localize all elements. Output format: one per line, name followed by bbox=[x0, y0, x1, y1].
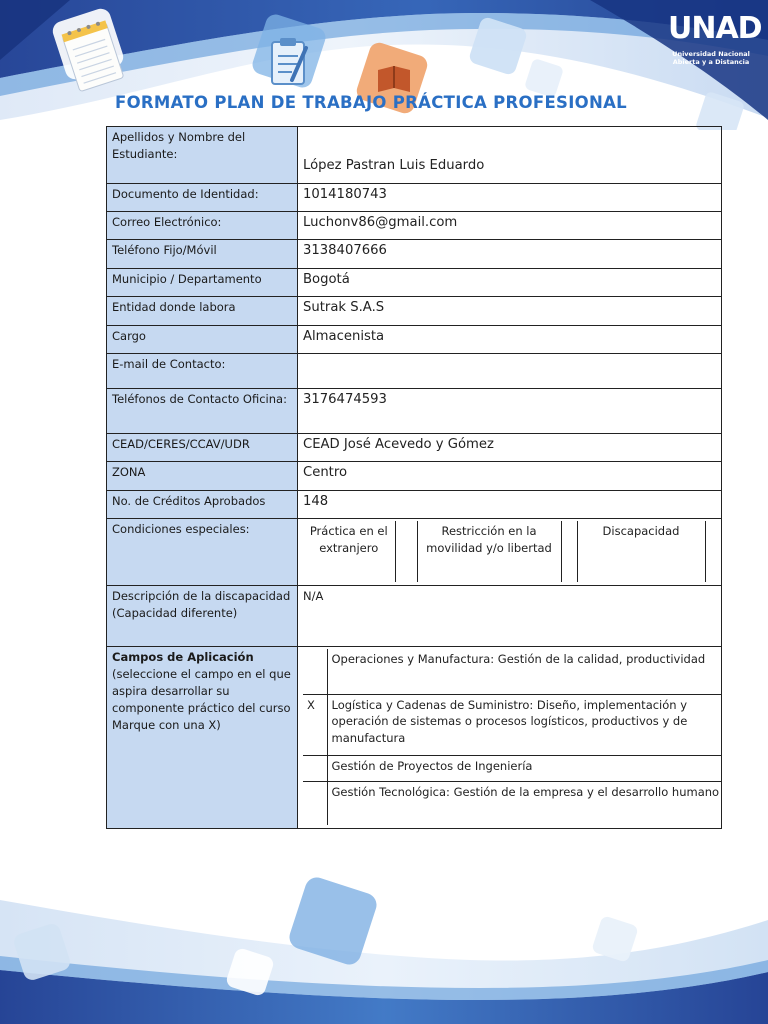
field-value-nombre: López Pastran Luis Eduardo bbox=[298, 127, 722, 184]
campo-operaciones-box[interactable] bbox=[303, 649, 327, 694]
condiciones-options bbox=[298, 519, 722, 586]
unad-logo bbox=[668, 8, 762, 78]
field-value-cargo: Almacenista bbox=[298, 326, 722, 354]
field-value-telefono: 3138407666 bbox=[298, 240, 722, 269]
campo-operaciones-label: Operaciones y Manufactura: Gestión de la calidad, productividad bbox=[327, 649, 722, 694]
field-label: Apellidos y Nombre del Estudiante: bbox=[107, 127, 298, 184]
notepad-icon bbox=[58, 18, 128, 96]
field-label: Teléfono Fijo/Móvil bbox=[107, 240, 298, 269]
form-row-telefono bbox=[107, 240, 722, 269]
form-row-documento bbox=[107, 184, 722, 212]
campos-label bbox=[107, 647, 298, 829]
field-value-municipio: Bogotá bbox=[298, 269, 722, 297]
page-title: FORMATO PLAN DE TRABAJO PRÁCTICA PROFESIONAL bbox=[115, 93, 627, 112]
campo-tecnologica-label: Gestión Tecnológica: Gestión de la empresa y el desarrollo humano bbox=[327, 781, 722, 825]
field-value-descripcion: N/A bbox=[298, 586, 722, 647]
field-value-zona: Centro bbox=[298, 462, 722, 491]
form-row-correo bbox=[107, 212, 722, 240]
footer-banner bbox=[0, 860, 768, 1024]
option-discapacidad-box[interactable] bbox=[705, 521, 722, 582]
field-value-email-contacto bbox=[298, 354, 722, 389]
form-row-campos bbox=[107, 647, 722, 829]
campo-logistica-label: Logística y Cadenas de Suministro: Diseño, implementación y operación de sistemas o procesos logísticos, productivos y de manufactura bbox=[327, 694, 722, 755]
campos-label-instructions: (seleccione el campo en el que aspira desarrollar su componente práctico del curso Marque con una X) bbox=[112, 667, 291, 732]
form-row-municipio bbox=[107, 269, 722, 297]
field-value-telefono-oficina: 3176474593 bbox=[298, 389, 722, 434]
field-label: Entidad donde labora bbox=[107, 297, 298, 326]
campos-label-title: Campos de Aplicación bbox=[112, 650, 254, 664]
field-label: ZONA bbox=[107, 462, 298, 491]
campos-options bbox=[298, 647, 722, 829]
clipboard-icon bbox=[262, 34, 318, 92]
field-value-cead: CEAD José Acevedo y Gómez bbox=[298, 434, 722, 462]
field-label: Correo Electrónico: bbox=[107, 212, 298, 240]
form-row-descripcion bbox=[107, 586, 722, 647]
form-row-creditos bbox=[107, 491, 722, 519]
campo-proyectos-label: Gestión de Proyectos de Ingeniería bbox=[327, 755, 722, 781]
option-discapacidad-label: Discapacidad bbox=[577, 521, 705, 582]
field-label: Cargo bbox=[107, 326, 298, 354]
form-row-cead bbox=[107, 434, 722, 462]
form-row-entidad bbox=[107, 297, 722, 326]
logo-mark: UNAD bbox=[668, 11, 762, 46]
work-plan-form bbox=[106, 126, 722, 829]
field-label: Documento de Identidad: bbox=[107, 184, 298, 212]
field-label: Teléfonos de Contacto Oficina: bbox=[107, 389, 298, 434]
field-value-correo: Luchonv86@gmail.com bbox=[298, 212, 722, 240]
logo-subtitle-line2: Abierta y a Distancia bbox=[672, 58, 750, 66]
form-row-nombre bbox=[107, 127, 722, 184]
form-row-email-contacto bbox=[107, 354, 722, 389]
logo-subtitle-line1: Universidad Nacional bbox=[672, 50, 750, 58]
field-label: No. de Créditos Aprobados bbox=[107, 491, 298, 519]
field-value-creditos: 148 bbox=[298, 491, 722, 519]
field-label: Condiciones especiales: bbox=[107, 519, 298, 586]
option-restriccion-box[interactable] bbox=[561, 521, 577, 582]
field-value-entidad: Sutrak S.A.S bbox=[298, 297, 722, 326]
field-label: Descripción de la discapacidad (Capacidad diferente) bbox=[107, 586, 298, 647]
campo-logistica-box[interactable]: X bbox=[303, 694, 327, 755]
field-label: CEAD/CERES/CCAV/UDR bbox=[107, 434, 298, 462]
option-restriccion-label: Restricción en la movilidad y/o libertad bbox=[417, 521, 561, 582]
field-label: Municipio / Departamento bbox=[107, 269, 298, 297]
option-practica-extranjero-box[interactable] bbox=[395, 521, 417, 582]
field-label: E-mail de Contacto: bbox=[107, 354, 298, 389]
campo-proyectos-box[interactable] bbox=[303, 755, 327, 781]
campo-tecnologica-box[interactable] bbox=[303, 781, 327, 825]
form-row-telefono-oficina bbox=[107, 389, 722, 434]
form-row-zona bbox=[107, 462, 722, 491]
option-practica-extranjero-label: Práctica en el extranjero bbox=[303, 521, 395, 582]
form-row-cargo bbox=[107, 326, 722, 354]
field-value-documento: 1014180743 bbox=[298, 184, 722, 212]
form-row-condiciones bbox=[107, 519, 722, 586]
